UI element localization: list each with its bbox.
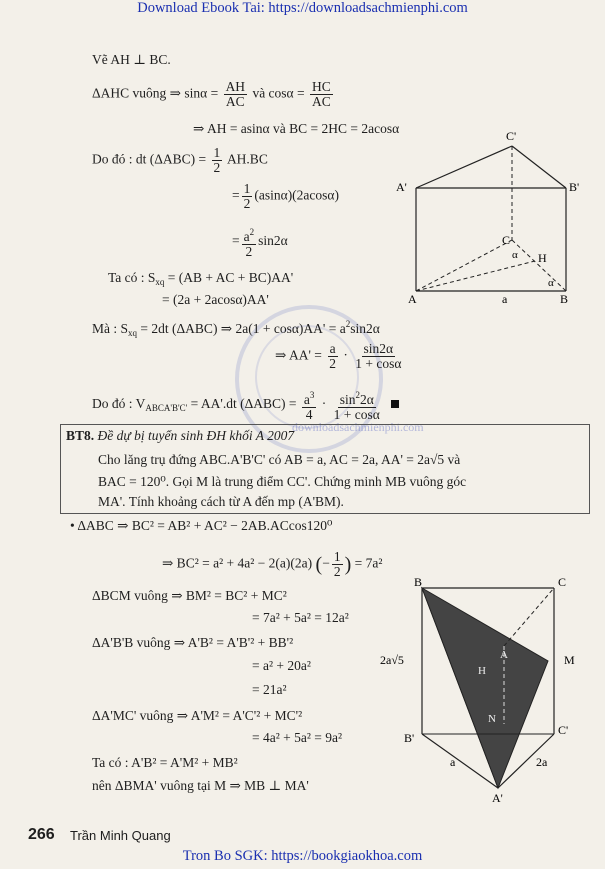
svg-text:B': B' — [569, 180, 580, 194]
svg-text:B: B — [414, 575, 423, 589]
formula-line: ΔBCM vuông ⇒ BM² = BC² + MC² — [92, 588, 287, 603]
text-line: Vẽ AH ⊥ BC. — [92, 52, 171, 67]
exercise-text: BAC = 120⁰. Gọi M là trung điểm CC'. Chứng minh MB vuông góc — [98, 474, 467, 489]
svg-text:N: N — [488, 713, 496, 725]
svg-text:a: a — [502, 292, 508, 306]
formula-line: = $\frac{a^2}{2}$ sin2α — [232, 227, 288, 259]
formula-line: = 4a² + 5a² = 9a² — [252, 730, 343, 745]
exercise-title: BT8. Đề dự bị tuyển sinh ĐH khối A 2007 — [66, 428, 295, 443]
svg-text:C': C' — [558, 723, 569, 737]
prism-figure-2 — [376, 574, 591, 804]
formula-line: = a² + 20a² — [252, 658, 311, 673]
svg-text:2a√5: 2a√5 — [380, 653, 404, 667]
formula-line: ΔAHC vuông ⇒ sinα = $\frac{AH}{AC}$ và cosα = $\frac{HC}{AC}$ — [92, 79, 331, 109]
formula-line: Do đó : $V_{ABCA'B'C'} = AA'.dt$ (ΔABC) = $\frac{a^3}{4}$ · $\frac{\sin^22\alpha}{1 + \cos\alpha}$ — [92, 388, 399, 422]
exercise-text: MA'. Tính khoảng cách từ A đến mp (A'BM). — [98, 494, 344, 509]
download-header: Download Ebook Tai: https://downloadsachmienphi.com — [137, 0, 468, 16]
watermark-text: downloadsachmienphi.com — [292, 420, 424, 434]
svg-text:M: M — [564, 653, 575, 667]
formula-line: Do đó : dt (ΔABC) = $\frac{1}{2}$ AH.BC — [92, 145, 268, 175]
svg-text:A: A — [500, 649, 508, 661]
svg-text:C: C — [502, 233, 511, 247]
svg-text:A': A' — [396, 180, 407, 194]
formula-line: Mà : $S_{xq} = 2dt$ (ΔABC) ⇒ $2a(1 + \cos\alpha)AA' = a^2\sin 2\alpha$ — [92, 319, 380, 338]
svg-text:H: H — [538, 251, 547, 265]
formula-line: Ta có : A'B² = A'M² + MB² — [92, 755, 238, 770]
formula-line: ΔA'MC' vuông ⇒ A'M² = A'C'² + MC'² — [92, 708, 303, 723]
page-number: 266 — [28, 826, 55, 843]
prism-figure-1 — [392, 128, 592, 308]
svg-text:A: A — [408, 292, 417, 306]
svg-text:C: C — [558, 575, 567, 589]
svg-text:H: H — [478, 665, 486, 677]
formula-line: ⇒ AH = asinα và BC = 2HC = 2acosα — [193, 121, 400, 136]
svg-text:C': C' — [506, 129, 517, 143]
formula-line: nên ΔBMA' vuông tại M ⇒ MB ⊥ MA' — [92, 778, 309, 793]
svg-text:B': B' — [404, 731, 415, 745]
exercise-text: Cho lăng trụ đứng ABC.A'B'C' có AB = a, AC = 2a, AA' = 2a√5 và — [98, 452, 461, 467]
svg-text:B: B — [560, 292, 569, 306]
formula-line: = 7a² + 5a² = 12a² — [252, 610, 349, 625]
svg-text:α: α — [548, 277, 554, 289]
formula-line: = $\frac{1}{2}$ (asinα)(2acosα) — [232, 181, 339, 211]
svg-text:α: α — [512, 249, 518, 261]
formula-line: ΔA'B'B vuông ⇒ A'B² = A'B'² + BB'² — [92, 635, 294, 650]
formula-line: ⇒ BC² = a² + 4a² − 2(a)(2a) (− $\frac{1}{2}$ ) = 7a² — [162, 549, 383, 579]
svg-text:2a: 2a — [536, 755, 548, 769]
formula-line: = 21a² — [252, 682, 287, 697]
svg-text:a: a — [450, 755, 456, 769]
download-footer: Tron Bo SGK: https://bookgiaokhoa.com — [182, 848, 423, 864]
svg-text:A': A' — [492, 791, 503, 804]
formula-line: • ΔABC ⇒ BC² = AB² + AC² − 2AB.ACcos120⁰ — [70, 518, 333, 533]
formula-line: ⇒ AA' = $\frac{a}{2}$ · $\frac{\sin 2\alpha}{1 + \cos\alpha}$ — [275, 341, 402, 371]
formula-line: = (2a + 2acosα)AA' — [162, 292, 269, 307]
author-name: Trần Minh Quang — [70, 828, 171, 843]
formula-line: Ta có : $S_{xq} = (AB$ + AC + BC)AA' — [108, 270, 294, 287]
end-proof-square — [391, 400, 399, 408]
